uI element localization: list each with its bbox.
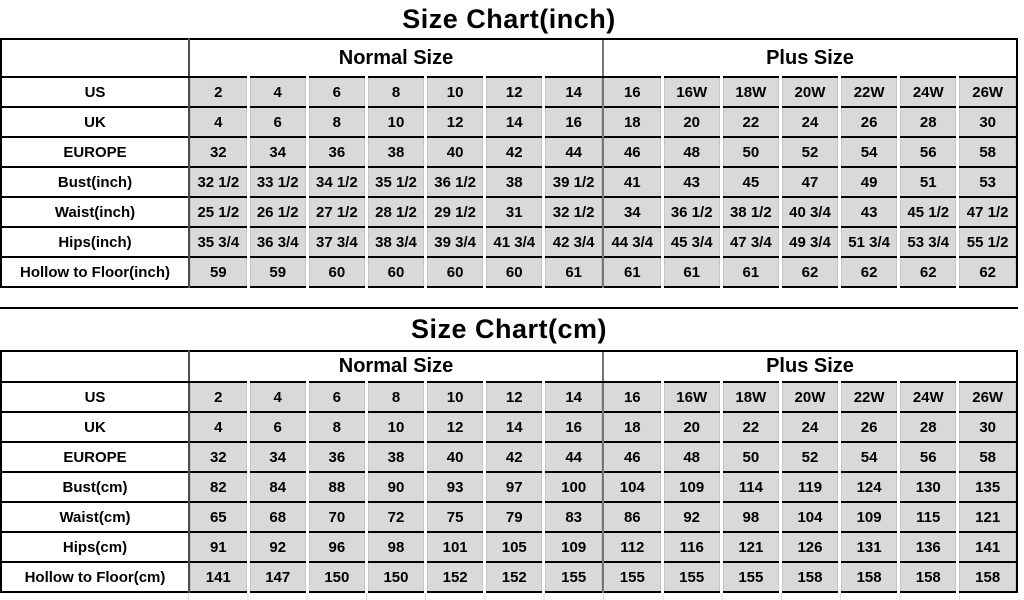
size-value-cell: 49 xyxy=(840,167,899,197)
size-value-cell: 49 3/4 xyxy=(780,227,839,257)
corner-cell xyxy=(1,39,189,77)
size-value-cell: 60 xyxy=(426,257,485,287)
row-label: Hollow to Floor(inch) xyxy=(1,257,189,287)
size-value-cell: 16 xyxy=(544,412,603,442)
size-value-cell: 62 xyxy=(958,257,1017,287)
size-value-cell: 30 xyxy=(958,412,1017,442)
size-chart-cm-title: Size Chart(cm) xyxy=(0,307,1018,350)
table-row xyxy=(1,502,1017,532)
size-value-cell: 6 xyxy=(248,412,307,442)
size-value-cell: 45 3/4 xyxy=(662,227,721,257)
size-value-cell: 44 xyxy=(544,442,603,472)
size-value-cell: 6 xyxy=(307,77,366,107)
size-value-cell: 16 xyxy=(603,382,662,412)
size-value-cell: 115 xyxy=(899,502,958,532)
size-value-cell: 28 1/2 xyxy=(366,197,425,227)
size-value-cell: 98 xyxy=(366,532,425,562)
size-value-cell: 53 xyxy=(958,167,1017,197)
size-chart-inch-title: Size Chart(inch) xyxy=(402,3,616,34)
size-value-cell: 98 xyxy=(721,502,780,532)
size-value-cell: 119 xyxy=(780,472,839,502)
group-header-normal-size: Normal Size xyxy=(189,351,603,382)
row-label: EUROPE xyxy=(1,442,189,472)
size-value-cell: 22 xyxy=(721,412,780,442)
table-row xyxy=(1,532,1017,562)
size-value-cell: 104 xyxy=(780,502,839,532)
size-value-cell: 10 xyxy=(426,382,485,412)
size-value-cell: 59 xyxy=(189,257,248,287)
group-header-plus-size: Plus Size xyxy=(603,351,1017,382)
size-value-cell: 14 xyxy=(485,107,544,137)
size-value-cell: 26 xyxy=(840,107,899,137)
size-value-cell: 152 xyxy=(485,562,544,592)
group-header-plus-size: Plus Size xyxy=(603,39,1017,77)
spreadsheet-gridline-stubs xyxy=(188,593,1018,600)
tables-gap xyxy=(0,288,1024,307)
table-row xyxy=(1,137,1017,167)
size-value-cell: 141 xyxy=(958,532,1017,562)
size-value-cell: 22W xyxy=(840,382,899,412)
size-value-cell: 46 xyxy=(603,442,662,472)
size-value-cell: 29 1/2 xyxy=(426,197,485,227)
size-value-cell: 35 3/4 xyxy=(189,227,248,257)
size-value-cell: 65 xyxy=(189,502,248,532)
size-value-cell: 12 xyxy=(426,412,485,442)
size-value-cell: 34 xyxy=(603,197,662,227)
size-value-cell: 37 3/4 xyxy=(307,227,366,257)
size-value-cell: 36 1/2 xyxy=(426,167,485,197)
size-value-cell: 20W xyxy=(780,382,839,412)
table-row xyxy=(1,562,1017,592)
size-value-cell: 61 xyxy=(721,257,780,287)
size-value-cell: 32 xyxy=(189,442,248,472)
size-value-cell: 70 xyxy=(307,502,366,532)
size-value-cell: 20 xyxy=(662,412,721,442)
size-value-cell: 79 xyxy=(485,502,544,532)
size-value-cell: 136 xyxy=(899,532,958,562)
size-value-cell: 10 xyxy=(366,412,425,442)
size-value-cell: 126 xyxy=(780,532,839,562)
size-value-cell: 18W xyxy=(721,77,780,107)
size-value-cell: 2 xyxy=(189,77,248,107)
size-value-cell: 62 xyxy=(840,257,899,287)
size-value-cell: 12 xyxy=(426,107,485,137)
row-label: Bust(inch) xyxy=(1,167,189,197)
size-value-cell: 32 1/2 xyxy=(544,197,603,227)
size-value-cell: 40 xyxy=(426,442,485,472)
size-value-cell: 84 xyxy=(248,472,307,502)
table-row xyxy=(1,442,1017,472)
size-value-cell: 155 xyxy=(721,562,780,592)
size-value-cell: 48 xyxy=(662,442,721,472)
size-value-cell: 101 xyxy=(426,532,485,562)
size-value-cell: 158 xyxy=(780,562,839,592)
size-value-cell: 34 xyxy=(248,442,307,472)
size-value-cell: 61 xyxy=(603,257,662,287)
size-value-cell: 155 xyxy=(603,562,662,592)
size-value-cell: 26 xyxy=(840,412,899,442)
size-value-cell: 82 xyxy=(189,472,248,502)
size-value-cell: 39 3/4 xyxy=(426,227,485,257)
size-value-cell: 16 xyxy=(603,77,662,107)
size-value-cell: 25 1/2 xyxy=(189,197,248,227)
size-value-cell: 4 xyxy=(189,107,248,137)
size-value-cell: 41 3/4 xyxy=(485,227,544,257)
size-value-cell: 109 xyxy=(662,472,721,502)
size-value-cell: 38 xyxy=(366,442,425,472)
size-value-cell: 44 xyxy=(544,137,603,167)
row-label: UK xyxy=(1,107,189,137)
size-value-cell: 155 xyxy=(544,562,603,592)
size-value-cell: 55 1/2 xyxy=(958,227,1017,257)
corner-cell xyxy=(1,351,189,382)
size-value-cell: 121 xyxy=(958,502,1017,532)
size-value-cell: 60 xyxy=(307,257,366,287)
size-value-cell: 46 xyxy=(603,137,662,167)
size-value-cell: 14 xyxy=(544,382,603,412)
size-value-cell: 4 xyxy=(248,77,307,107)
size-value-cell: 105 xyxy=(485,532,544,562)
size-value-cell: 97 xyxy=(485,472,544,502)
size-value-cell: 34 xyxy=(248,137,307,167)
row-label: US xyxy=(1,77,189,107)
size-value-cell: 116 xyxy=(662,532,721,562)
size-value-cell: 36 1/2 xyxy=(662,197,721,227)
size-value-cell: 61 xyxy=(544,257,603,287)
size-value-cell: 59 xyxy=(248,257,307,287)
size-value-cell: 109 xyxy=(840,502,899,532)
size-value-cell: 16W xyxy=(662,382,721,412)
size-value-cell: 53 3/4 xyxy=(899,227,958,257)
size-value-cell: 4 xyxy=(248,382,307,412)
size-value-cell: 62 xyxy=(899,257,958,287)
size-value-cell: 96 xyxy=(307,532,366,562)
size-value-cell: 12 xyxy=(485,382,544,412)
size-value-cell: 155 xyxy=(662,562,721,592)
size-value-cell: 44 3/4 xyxy=(603,227,662,257)
size-value-cell: 100 xyxy=(544,472,603,502)
size-chart-inch-table xyxy=(0,38,1018,288)
size-value-cell: 152 xyxy=(426,562,485,592)
size-value-cell: 91 xyxy=(189,532,248,562)
size-value-cell: 8 xyxy=(307,412,366,442)
size-value-cell: 86 xyxy=(603,502,662,532)
size-chart-cm-table xyxy=(0,350,1018,593)
size-value-cell: 20W xyxy=(780,77,839,107)
size-value-cell: 47 xyxy=(780,167,839,197)
size-value-cell: 121 xyxy=(721,532,780,562)
row-label: US xyxy=(1,382,189,412)
table-row xyxy=(1,382,1017,412)
size-value-cell: 72 xyxy=(366,502,425,532)
size-value-cell: 68 xyxy=(248,502,307,532)
row-label: Hips(inch) xyxy=(1,227,189,257)
size-value-cell: 28 xyxy=(899,107,958,137)
size-value-cell: 40 3/4 xyxy=(780,197,839,227)
table-row xyxy=(1,167,1017,197)
row-label: EUROPE xyxy=(1,137,189,167)
row-label: Waist(cm) xyxy=(1,502,189,532)
size-value-cell: 26W xyxy=(958,382,1017,412)
size-value-cell: 36 3/4 xyxy=(248,227,307,257)
size-value-cell: 51 3/4 xyxy=(840,227,899,257)
size-value-cell: 10 xyxy=(366,107,425,137)
size-value-cell: 40 xyxy=(426,137,485,167)
size-value-cell: 60 xyxy=(485,257,544,287)
size-value-cell: 50 xyxy=(721,442,780,472)
size-value-cell: 150 xyxy=(366,562,425,592)
size-value-cell: 45 1/2 xyxy=(899,197,958,227)
size-value-cell: 24W xyxy=(899,382,958,412)
size-value-cell: 36 xyxy=(307,137,366,167)
size-value-cell: 32 xyxy=(189,137,248,167)
size-value-cell: 8 xyxy=(307,107,366,137)
row-label: UK xyxy=(1,412,189,442)
size-value-cell: 114 xyxy=(721,472,780,502)
group-header-normal-size: Normal Size xyxy=(189,39,603,77)
size-value-cell: 39 1/2 xyxy=(544,167,603,197)
size-value-cell: 18W xyxy=(721,382,780,412)
size-value-cell: 22 xyxy=(721,107,780,137)
size-value-cell: 51 xyxy=(899,167,958,197)
size-value-cell: 32 1/2 xyxy=(189,167,248,197)
size-value-cell: 56 xyxy=(899,442,958,472)
size-value-cell: 130 xyxy=(899,472,958,502)
table-row xyxy=(1,197,1017,227)
size-value-cell: 20 xyxy=(662,107,721,137)
size-value-cell: 112 xyxy=(603,532,662,562)
size-value-cell: 36 xyxy=(307,442,366,472)
row-label: Waist(inch) xyxy=(1,197,189,227)
table-row xyxy=(1,77,1017,107)
size-value-cell: 58 xyxy=(958,137,1017,167)
size-value-cell: 54 xyxy=(840,137,899,167)
size-value-cell: 92 xyxy=(662,502,721,532)
size-value-cell: 26W xyxy=(958,77,1017,107)
size-value-cell: 35 1/2 xyxy=(366,167,425,197)
table-row xyxy=(1,412,1017,442)
size-value-cell: 38 xyxy=(485,167,544,197)
size-value-cell: 43 xyxy=(840,197,899,227)
size-value-cell: 10 xyxy=(426,77,485,107)
size-value-cell: 135 xyxy=(958,472,1017,502)
size-value-cell: 6 xyxy=(248,107,307,137)
size-value-cell: 16 xyxy=(544,107,603,137)
size-value-cell: 60 xyxy=(366,257,425,287)
size-value-cell: 42 xyxy=(485,442,544,472)
size-value-cell: 109 xyxy=(544,532,603,562)
size-value-cell: 41 xyxy=(603,167,662,197)
row-label: Bust(cm) xyxy=(1,472,189,502)
size-value-cell: 158 xyxy=(958,562,1017,592)
size-value-cell: 16W xyxy=(662,77,721,107)
size-value-cell: 14 xyxy=(485,412,544,442)
size-value-cell: 50 xyxy=(721,137,780,167)
size-value-cell: 52 xyxy=(780,137,839,167)
size-value-cell: 75 xyxy=(426,502,485,532)
size-value-cell: 150 xyxy=(307,562,366,592)
size-value-cell: 147 xyxy=(248,562,307,592)
size-value-cell: 61 xyxy=(662,257,721,287)
size-value-cell: 18 xyxy=(603,412,662,442)
row-label: Hips(cm) xyxy=(1,532,189,562)
size-value-cell: 83 xyxy=(544,502,603,532)
size-value-cell: 18 xyxy=(603,107,662,137)
size-value-cell: 43 xyxy=(662,167,721,197)
size-value-cell: 42 3/4 xyxy=(544,227,603,257)
size-value-cell: 158 xyxy=(899,562,958,592)
size-value-cell: 24 xyxy=(780,107,839,137)
size-value-cell: 8 xyxy=(366,77,425,107)
size-value-cell: 62 xyxy=(780,257,839,287)
table-row xyxy=(1,472,1017,502)
size-value-cell: 27 1/2 xyxy=(307,197,366,227)
size-value-cell: 4 xyxy=(189,412,248,442)
size-value-cell: 88 xyxy=(307,472,366,502)
size-value-cell: 90 xyxy=(366,472,425,502)
size-value-cell: 34 1/2 xyxy=(307,167,366,197)
size-value-cell: 38 3/4 xyxy=(366,227,425,257)
size-value-cell: 24W xyxy=(899,77,958,107)
table-row xyxy=(1,257,1017,287)
row-label: Hollow to Floor(cm) xyxy=(1,562,189,592)
size-value-cell: 38 1/2 xyxy=(721,197,780,227)
size-value-cell: 48 xyxy=(662,137,721,167)
size-value-cell: 6 xyxy=(307,382,366,412)
size-value-cell: 31 xyxy=(485,197,544,227)
size-value-cell: 42 xyxy=(485,137,544,167)
size-value-cell: 28 xyxy=(899,412,958,442)
size-value-cell: 158 xyxy=(840,562,899,592)
size-value-cell: 56 xyxy=(899,137,958,167)
size-value-cell: 52 xyxy=(780,442,839,472)
table-row xyxy=(1,107,1017,137)
size-value-cell: 141 xyxy=(189,562,248,592)
size-value-cell: 12 xyxy=(485,77,544,107)
size-value-cell: 124 xyxy=(840,472,899,502)
size-value-cell: 38 xyxy=(366,137,425,167)
size-value-cell: 22W xyxy=(840,77,899,107)
size-value-cell: 92 xyxy=(248,532,307,562)
size-value-cell: 54 xyxy=(840,442,899,472)
size-value-cell: 47 1/2 xyxy=(958,197,1017,227)
size-value-cell: 93 xyxy=(426,472,485,502)
size-value-cell: 47 3/4 xyxy=(721,227,780,257)
size-value-cell: 131 xyxy=(840,532,899,562)
size-value-cell: 8 xyxy=(366,382,425,412)
size-value-cell: 33 1/2 xyxy=(248,167,307,197)
size-value-cell: 45 xyxy=(721,167,780,197)
size-value-cell: 104 xyxy=(603,472,662,502)
size-value-cell: 26 1/2 xyxy=(248,197,307,227)
size-value-cell: 2 xyxy=(189,382,248,412)
size-value-cell: 30 xyxy=(958,107,1017,137)
table-row xyxy=(1,227,1017,257)
size-value-cell: 14 xyxy=(544,77,603,107)
size-value-cell: 58 xyxy=(958,442,1017,472)
size-value-cell: 24 xyxy=(780,412,839,442)
